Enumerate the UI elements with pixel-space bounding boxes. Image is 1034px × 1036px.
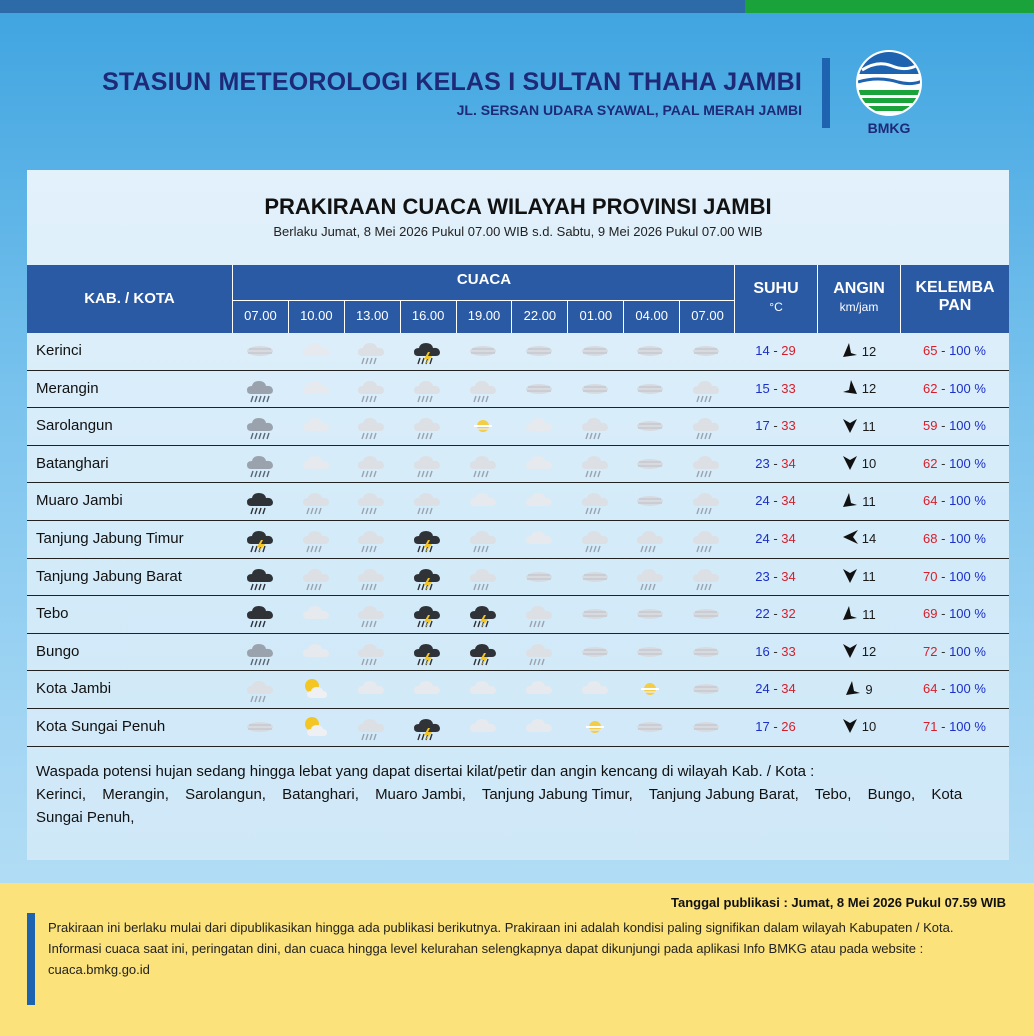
- heavy-rain-icon: [232, 559, 288, 595]
- humidity-min: 59: [923, 418, 938, 434]
- weather-icons: [232, 521, 734, 557]
- haze-icon: [622, 446, 678, 482]
- temperature: 24 - 34: [755, 493, 796, 509]
- cloudy-sun-icon: [511, 483, 567, 519]
- col-angin: [817, 265, 900, 333]
- footer: [0, 883, 1034, 1036]
- temp-min: 14: [755, 343, 770, 358]
- weather-icons: [232, 333, 734, 369]
- light-rain-icon: [288, 559, 344, 595]
- temperature: 22 - 32: [755, 606, 796, 622]
- thunderstorm-icon: [232, 521, 288, 557]
- table-row: [27, 671, 1009, 709]
- thunderstorm-icon: [455, 634, 511, 670]
- wind-speed: 10: [861, 719, 877, 735]
- light-rain-icon: [232, 671, 288, 707]
- top-strip-accent: [745, 0, 1034, 13]
- sunny-haze-icon: [455, 408, 511, 444]
- cloudy-sun-icon: [455, 671, 511, 707]
- thunderstorm-icon: [399, 333, 455, 369]
- humidity-min: 62: [923, 380, 938, 396]
- humidity: 65 - 100 %: [923, 343, 986, 358]
- light-rain-icon: [622, 521, 678, 557]
- haze-icon: [567, 371, 623, 407]
- haze-icon: [232, 333, 288, 369]
- forecast-validity: Berlaku Jumat, 8 Mei 2026 Pukul 07.00 WIB s.d. Sabtu, 9 Mei 2026 Pukul 07.00 WIB: [273, 224, 763, 239]
- region-name: Muaro Jambi: [36, 492, 123, 510]
- region-name: Batanghari: [36, 454, 109, 472]
- light-rain-icon: [567, 446, 623, 482]
- table-header: [27, 265, 1009, 333]
- col-angin-unit: km/jam: [839, 300, 879, 314]
- wind-direction-icon: [844, 679, 865, 700]
- humidity-max: 100 %: [949, 643, 986, 659]
- publication-date: Tanggal publikasi : Jumat, 8 Mei 2026 Pukul 07.59 WIB: [671, 895, 1006, 910]
- humidity-min: 70: [923, 568, 938, 584]
- region-name: Tanjung Jabung Barat: [36, 567, 182, 585]
- sunny-haze-icon: [567, 709, 623, 745]
- region-name: Kota Sungai Penuh: [36, 717, 166, 735]
- wind-speed: 10: [861, 456, 877, 472]
- temperature: 24 - 34: [755, 681, 796, 697]
- light-rain-icon: [567, 521, 623, 557]
- weather-icons: [232, 671, 734, 707]
- light-rain-icon: [678, 521, 734, 557]
- humidity-max: 100 %: [949, 681, 986, 697]
- humidity-max: 100 %: [949, 455, 986, 471]
- wind-direction-icon: [841, 716, 862, 737]
- time-header: 04.00: [623, 301, 679, 333]
- light-rain-icon: [511, 596, 567, 632]
- wind: [817, 521, 900, 557]
- wind-direction-icon: [841, 528, 862, 549]
- thunderstorm-icon: [399, 709, 455, 745]
- cloudy-sun-icon: [288, 446, 344, 482]
- time-header: 07.00: [233, 301, 288, 333]
- cloudy-sun-icon: [511, 446, 567, 482]
- light-rain-icon: [678, 559, 734, 595]
- haze-icon: [622, 634, 678, 670]
- humidity-max: 100 %: [949, 380, 986, 396]
- humidity-min: 64: [923, 681, 938, 697]
- light-rain-icon: [678, 408, 734, 444]
- region-name: Tebo: [36, 605, 69, 623]
- haze-icon: [511, 371, 567, 407]
- humidity: 72 - 100 %: [923, 643, 986, 659]
- haze-icon: [511, 559, 567, 595]
- wind: [817, 634, 900, 670]
- temperature: 17 - 26: [755, 718, 796, 734]
- weather-icons: [232, 634, 734, 670]
- light-rain-icon: [344, 408, 400, 444]
- haze-icon: [622, 596, 678, 632]
- moderate-rain-icon: [232, 634, 288, 670]
- table-row: [27, 559, 1009, 597]
- wind: [817, 446, 900, 482]
- humidity: 62 - 100 %: [923, 380, 986, 396]
- time-header: 16.00: [400, 301, 456, 333]
- weather-icons: [232, 709, 734, 745]
- footer-note: Prakiraan ini berlaku mulai dari dipublikasikan hingga ada publikasi berikutnya. Prakiraan ini adalah kondisi paling signifikan dalam wilayah Kabupaten / Kota. Informasi cuaca saat ini, peringatan dini, dan cuaca hingga level kelurahan selengkapnya dapat dikunjungi pada aplikasi Info BMKG atau pada website : cuaca.bmkg.go.id: [48, 920, 954, 977]
- wind-speed: 11: [862, 569, 876, 585]
- wind-direction-icon: [841, 416, 862, 437]
- temp-max: 34: [781, 681, 796, 697]
- warning-areas: [36, 783, 996, 829]
- light-rain-icon: [344, 521, 400, 557]
- warning-area: Merangin,: [102, 786, 169, 803]
- light-rain-icon: [344, 596, 400, 632]
- light-rain-icon: [511, 634, 567, 670]
- table-row: [27, 446, 1009, 484]
- wind: [817, 483, 900, 519]
- light-rain-icon: [455, 559, 511, 595]
- col-cuaca-label: CUACA: [456, 271, 512, 288]
- col-kelembapan-label-1: KELEMBA: [915, 279, 995, 296]
- humidity-max: 100 %: [949, 568, 986, 584]
- region-name: Sarolangun: [36, 417, 113, 435]
- haze-icon: [622, 333, 678, 369]
- wind-speed: 12: [861, 381, 877, 397]
- temp-max: 33: [781, 380, 796, 396]
- table-row: [27, 408, 1009, 446]
- warning-area: Tanjung Jabung Timur,: [481, 786, 633, 803]
- bmkg-logo-text: BMKG: [867, 120, 911, 136]
- col-kelembapan: [900, 265, 1009, 333]
- forecast-table-body: [27, 333, 1009, 747]
- light-rain-icon: [622, 559, 678, 595]
- temp-min: 22: [755, 606, 770, 622]
- weather-icons: [232, 446, 734, 482]
- moderate-rain-icon: [232, 446, 288, 482]
- haze-icon: [511, 333, 567, 369]
- col-cuaca: [232, 265, 734, 333]
- cloudy-sun-icon: [288, 408, 344, 444]
- warning-intro: Waspada potensi hujan sedang hingga lebat yang dapat disertai kilat/petir dan angin kencang di wilayah Kab. / Kota :: [36, 763, 815, 780]
- humidity: 64 - 100 %: [923, 493, 986, 509]
- haze-icon: [622, 483, 678, 519]
- humidity: 62 - 100 %: [923, 455, 986, 471]
- thunderstorm-icon: [399, 596, 455, 632]
- humidity-max: 100 %: [949, 493, 986, 509]
- humidity-min: 62: [923, 455, 938, 471]
- weather-icons: [232, 559, 734, 595]
- table-row: [27, 483, 1009, 521]
- region-name: Bungo: [36, 642, 80, 660]
- cloudy-sun-icon: [455, 709, 511, 745]
- heavy-rain-icon: [232, 483, 288, 519]
- cloudy-sun-icon: [567, 671, 623, 707]
- time-header: 07.00: [679, 301, 735, 333]
- wind-speed: 11: [862, 418, 876, 434]
- col-suhu-label: SUHU: [753, 280, 799, 297]
- wind-direction-icon: [841, 566, 862, 587]
- humidity-min: 69: [923, 606, 938, 622]
- weather-icons: [232, 408, 734, 444]
- humidity: 59 - 100 %: [923, 418, 986, 434]
- warning-area: Kota Sungai Penuh,: [36, 786, 963, 826]
- wind-speed: 14: [861, 531, 877, 547]
- warning-section: [36, 760, 996, 829]
- light-rain-icon: [678, 446, 734, 482]
- time-header: 01.00: [567, 301, 623, 333]
- bmkg-logo: [852, 50, 926, 136]
- table-row: [27, 371, 1009, 409]
- haze-icon: [622, 408, 678, 444]
- forecast-panel: [27, 170, 1009, 860]
- cloudy-sun-icon: [288, 596, 344, 632]
- temp-min: 16: [755, 643, 770, 659]
- cloudy-sun-icon: [288, 371, 344, 407]
- footer-accent-bar: [27, 913, 35, 1005]
- temp-max: 34: [781, 530, 796, 546]
- temp-max: 33: [781, 643, 796, 659]
- cloudy-sun-icon: [399, 671, 455, 707]
- humidity-min: 71: [923, 718, 938, 734]
- light-rain-icon: [399, 483, 455, 519]
- light-rain-icon: [567, 408, 623, 444]
- table-row: [27, 521, 1009, 559]
- temp-max: 34: [781, 455, 796, 471]
- temperature: 23 - 34: [755, 568, 796, 584]
- haze-icon: [567, 634, 623, 670]
- table-row: [27, 333, 1009, 371]
- temperature: 15 - 33: [755, 380, 796, 396]
- humidity-max: 100 %: [949, 718, 986, 734]
- haze-icon: [455, 333, 511, 369]
- cloudy-sun-icon: [288, 634, 344, 670]
- wind-speed: 11: [862, 493, 876, 509]
- cloudy-sun-icon: [455, 483, 511, 519]
- moderate-rain-icon: [232, 408, 288, 444]
- weather-icons: [232, 483, 734, 519]
- cloudy-sun-icon: [511, 709, 567, 745]
- region-name: Kota Jambi: [36, 680, 112, 698]
- table-row: [27, 596, 1009, 634]
- wind: [817, 559, 900, 595]
- header-divider: [822, 58, 830, 128]
- humidity: 70 - 100 %: [923, 568, 986, 584]
- light-rain-icon: [678, 371, 734, 407]
- wind-direction-icon: [841, 604, 862, 625]
- wind: [817, 671, 900, 707]
- wind-speed: 12: [861, 644, 877, 660]
- cloudy-sun-icon: [511, 408, 567, 444]
- wind: [817, 408, 900, 444]
- light-rain-icon: [344, 559, 400, 595]
- cloudy-sun-icon: [344, 671, 400, 707]
- haze-icon: [678, 596, 734, 632]
- humidity: 64 - 100 %: [923, 681, 986, 697]
- haze-icon: [622, 709, 678, 745]
- light-rain-icon: [344, 634, 400, 670]
- temperature: 24 - 34: [755, 530, 796, 546]
- wind-direction-icon: [841, 341, 862, 362]
- wind: [817, 709, 900, 745]
- wind-direction-icon: [841, 641, 862, 662]
- light-rain-icon: [678, 483, 734, 519]
- partly-sunny-icon: [288, 709, 344, 745]
- thunderstorm-icon: [399, 634, 455, 670]
- light-rain-icon: [344, 371, 400, 407]
- thunderstorm-icon: [455, 596, 511, 632]
- temp-min: 23: [755, 568, 770, 584]
- time-header: 13.00: [344, 301, 400, 333]
- light-rain-icon: [455, 521, 511, 557]
- region-name: Kerinci: [36, 342, 82, 359]
- warning-area: Sarolangun,: [185, 786, 266, 803]
- haze-icon: [678, 333, 734, 369]
- cloudy-sun-icon: [511, 671, 567, 707]
- warning-area: Kerinci,: [36, 786, 87, 803]
- temp-min: 23: [755, 455, 770, 471]
- light-rain-icon: [399, 371, 455, 407]
- light-rain-icon: [288, 521, 344, 557]
- temp-min: 17: [755, 418, 770, 434]
- temp-min: 24: [755, 681, 770, 697]
- wind-direction-icon: [841, 453, 862, 474]
- haze-icon: [567, 559, 623, 595]
- region-name: Tanjung Jabung Timur: [36, 529, 184, 547]
- temp-max: 34: [781, 493, 796, 509]
- light-rain-icon: [455, 446, 511, 482]
- moderate-rain-icon: [232, 371, 288, 407]
- station-address: JL. SERSAN UDARA SYAWAL, PAAL MERAH JAMBI: [456, 102, 802, 118]
- humidity-max: 100 %: [949, 606, 986, 622]
- temp-max: 33: [781, 418, 796, 434]
- wind: [817, 371, 900, 407]
- sunny-haze-icon: [622, 671, 678, 707]
- wind-speed: 9: [865, 681, 873, 697]
- haze-icon: [567, 596, 623, 632]
- temp-max: 32: [781, 606, 796, 622]
- col-suhu-unit: °C: [769, 300, 783, 314]
- humidity-max: 100 %: [949, 343, 986, 358]
- time-header: 19.00: [456, 301, 512, 333]
- wind: [817, 596, 900, 632]
- temperature: 23 - 34: [755, 455, 796, 471]
- cloudy-sun-icon: [511, 521, 567, 557]
- temp-min: 24: [755, 530, 770, 546]
- wind-speed: 11: [862, 606, 876, 622]
- temp-max: 34: [781, 568, 796, 584]
- time-header: 22.00: [511, 301, 567, 333]
- light-rain-icon: [455, 371, 511, 407]
- bmkg-logo-icon: [856, 50, 922, 116]
- haze-icon: [678, 709, 734, 745]
- temperature: 14 - 29: [755, 343, 796, 358]
- haze-icon: [678, 634, 734, 670]
- light-rain-icon: [288, 483, 344, 519]
- wind-direction-icon: [841, 491, 862, 512]
- haze-icon: [567, 333, 623, 369]
- col-kab: KAB. / KOTA: [84, 290, 175, 307]
- wind-direction-icon: [841, 378, 862, 399]
- humidity-max: 100 %: [949, 530, 986, 546]
- col-kelembapan-label-2: PAN: [938, 297, 972, 314]
- col-angin-label: ANGIN: [833, 280, 885, 297]
- humidity-min: 72: [923, 643, 938, 659]
- haze-icon: [622, 371, 678, 407]
- light-rain-icon: [344, 446, 400, 482]
- humidity-min: 65: [923, 343, 938, 358]
- light-rain-icon: [344, 483, 400, 519]
- temperature: 16 - 33: [755, 643, 796, 659]
- temp-min: 24: [755, 493, 770, 509]
- humidity: 71 - 100 %: [923, 718, 986, 734]
- thunderstorm-icon: [399, 521, 455, 557]
- haze-icon: [678, 671, 734, 707]
- col-suhu: [734, 265, 817, 333]
- time-header: 10.00: [288, 301, 344, 333]
- humidity: 69 - 100 %: [923, 606, 986, 622]
- humidity: 68 - 100 %: [923, 530, 986, 546]
- warning-area: Bungo,: [867, 786, 916, 803]
- forecast-title: PRAKIRAAN CUACA WILAYAH PROVINSI JAMBI: [264, 194, 772, 219]
- table-row: [27, 709, 1009, 747]
- temp-min: 15: [755, 380, 770, 396]
- wind: [817, 333, 900, 369]
- wind-speed: 12: [861, 343, 877, 359]
- light-rain-icon: [399, 446, 455, 482]
- light-rain-icon: [344, 709, 400, 745]
- heavy-rain-icon: [232, 596, 288, 632]
- humidity-min: 64: [923, 493, 938, 509]
- humidity-max: 100 %: [949, 418, 986, 434]
- table-row: [27, 634, 1009, 672]
- temp-max: 29: [781, 343, 796, 358]
- temp-max: 26: [781, 718, 796, 734]
- thunderstorm-icon: [399, 559, 455, 595]
- cloudy-sun-icon: [288, 333, 344, 369]
- temp-min: 17: [755, 718, 770, 734]
- weather-icons: [232, 371, 734, 407]
- weather-icons: [232, 596, 734, 632]
- light-rain-icon: [399, 408, 455, 444]
- time-header-row: [233, 300, 735, 333]
- warning-area: Muaro Jambi,: [375, 786, 466, 803]
- region-name: Merangin: [36, 379, 99, 397]
- humidity-min: 68: [923, 530, 938, 546]
- station-title: STASIUN METEOROLOGI KELAS I SULTAN THAHA JAMBI: [102, 68, 802, 96]
- light-rain-icon: [344, 333, 400, 369]
- partly-sunny-icon: [288, 671, 344, 707]
- temperature: 17 - 33: [755, 418, 796, 434]
- warning-area: Tebo,: [814, 786, 852, 803]
- light-rain-icon: [567, 483, 623, 519]
- warning-area: Batanghari,: [282, 786, 359, 803]
- haze-icon: [232, 709, 288, 745]
- warning-area: Tanjung Jabung Barat,: [648, 786, 799, 803]
